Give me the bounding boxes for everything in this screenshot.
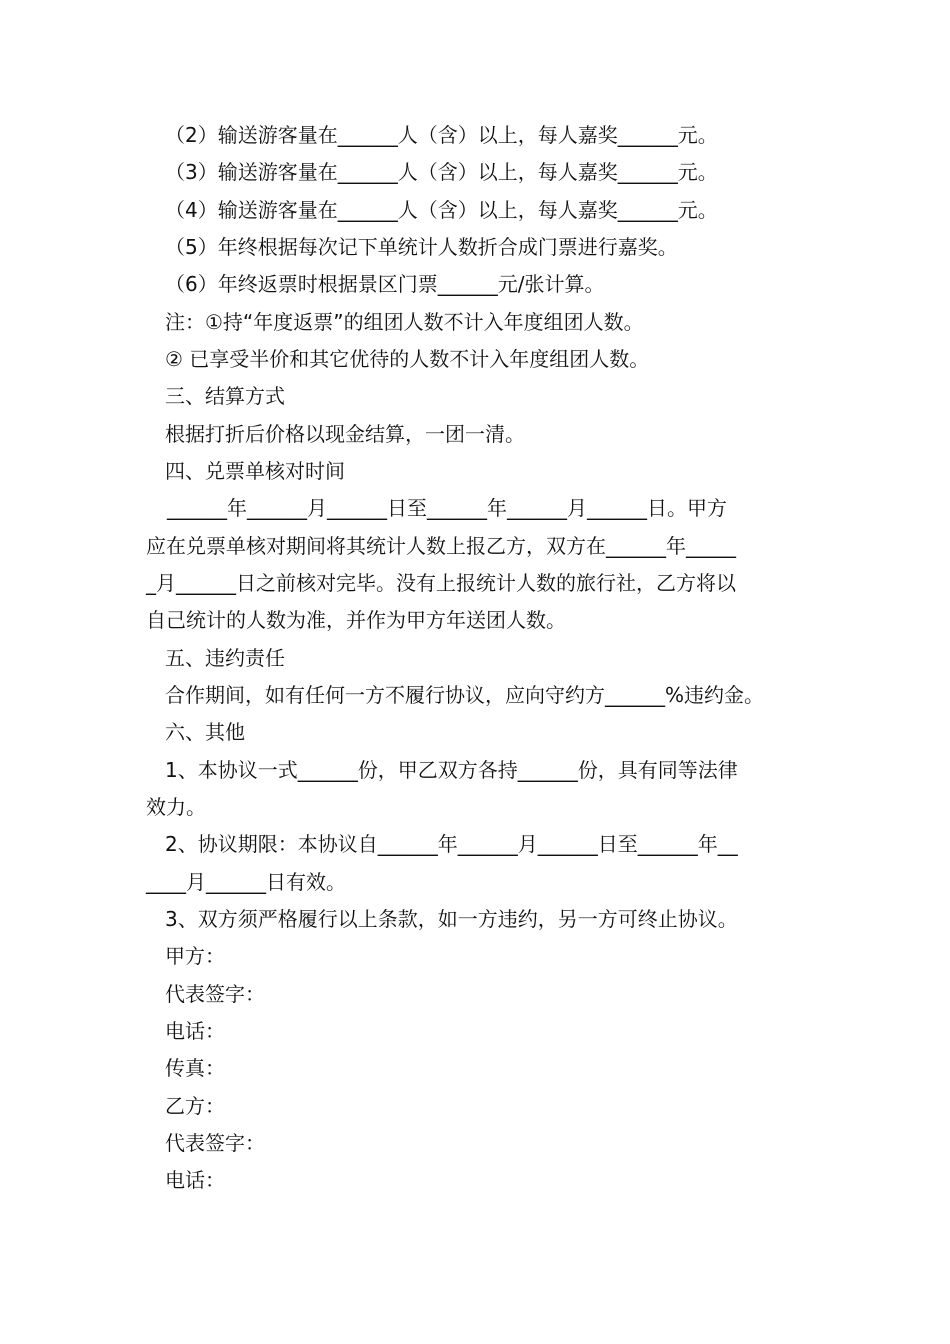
party-a-signature-label: 代表签字：: [165, 982, 265, 1006]
note-1: 注：①持“年度返票”的组团人数不计入年度组团人数。: [165, 310, 644, 334]
party-b-signature-label: 代表签字：: [165, 1131, 265, 1155]
section-breach-heading: 五、违约责任: [165, 646, 285, 670]
other-item-3: 3、双方须严格履行以上条款，如一方违约，另一方可终止协议。: [165, 907, 738, 931]
party-a-label: 甲方：: [165, 944, 225, 968]
party-a-fax-label: 传真：: [165, 1056, 225, 1080]
reward-ticket-price: （6）年终返票时根据景区门票______元/张计算。: [165, 272, 605, 296]
reward-tier-4: （4）输送游客量在______人（含）以上，每人嘉奖______元。: [165, 198, 718, 222]
breach-text: 合作期间，如有任何一方不履行协议，应向守约方______%违约金。: [165, 683, 765, 707]
other-item-2: 2、协议期限：本协议自______年______月______日至______年__: [165, 832, 738, 856]
other-item-1: 1、本协议一式______份，甲乙双方各持______份，具有同等法律: [165, 758, 738, 782]
party-b-label: 乙方：: [165, 1094, 225, 1118]
reward-year-end: （5）年终根据每次记下单统计人数折合成门票进行嘉奖。: [165, 235, 678, 259]
verification-text-3: _月______日之前核对完毕。没有上报统计人数的旅行社，乙方将以: [146, 571, 736, 595]
verification-text-4: 自己统计的人数为准，并作为甲方年送团人数。: [146, 608, 566, 632]
other-item-1-cont: 效力。: [146, 795, 206, 819]
verification-text-1: ______年______月______日至______年______月______日。甲方: [167, 496, 727, 520]
note-2: ② 已享受半价和其它优待的人数不计入年度组团人数。: [165, 347, 650, 371]
reward-tier-2: （2）输送游客量在______人（含）以上，每人嘉奖______元。: [165, 123, 718, 147]
settlement-text: 根据打折后价格以现金结算，一团一清。: [165, 422, 525, 446]
party-a-phone-label: 电话：: [165, 1019, 225, 1043]
section-verification-heading: 四、兑票单核对时间: [165, 459, 345, 483]
reward-tier-3: （3）输送游客量在______人（含）以上，每人嘉奖______元。: [165, 160, 718, 184]
section-settlement-heading: 三、结算方式: [165, 384, 285, 408]
party-b-phone-label: 电话：: [165, 1168, 225, 1192]
other-item-2-cont: ____月______日有效。: [146, 870, 346, 894]
verification-text-2: 应在兑票单核对期间将其统计人数上报乙方，双方在______年_____: [146, 534, 736, 558]
section-other-heading: 六、其他: [165, 720, 245, 744]
